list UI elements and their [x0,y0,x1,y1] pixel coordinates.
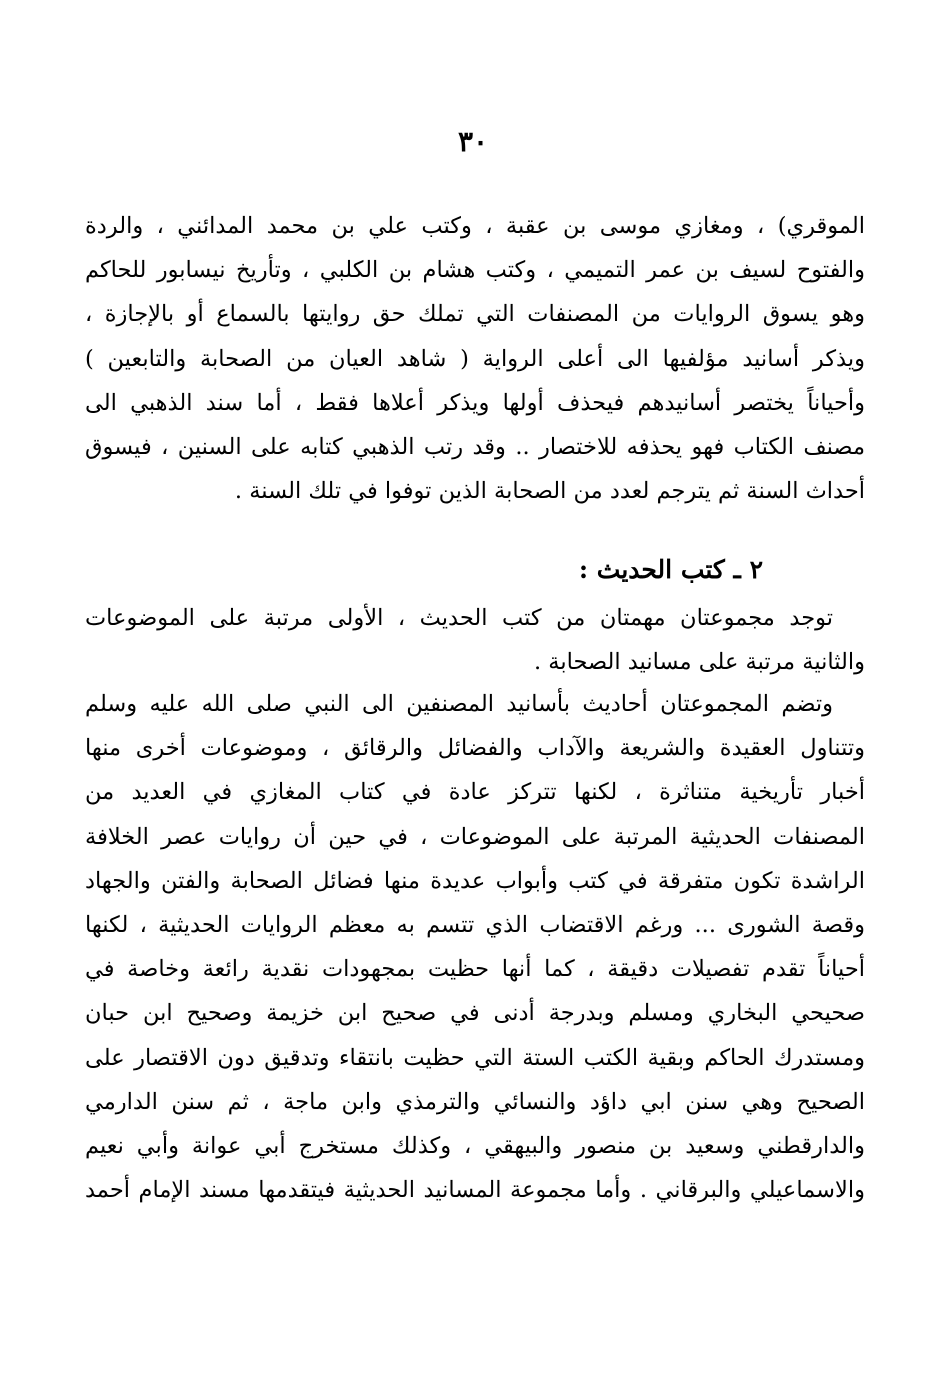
text-line: توجد مجموعتان مهمتان من كتب الحديث ، الأولى مرتبة على الموضوعات [85,605,833,631]
text-line: أحياناً تقدم تفصيلات دقيقة ، كما أنها حظيت بمجهودات نقدية رائعة وخاصة في [85,956,865,983]
text-line: وأحياناً يختصر أسانيدهم فيحذف أولها ويذكر أعلاها فقط ، أما سند الذهبي الى [85,389,865,416]
text-line: وتتناول العقيدة والشريعة والآداب والفضائل والرقائق ، وموضوعات أخرى منها [85,735,865,762]
paragraph-hadith-collections [85,596,865,684]
text-line: أحداث السنة ثم يترجم لعدد من الصحابة الذين توفوا في تلك السنة . [234,478,865,505]
section-heading: ٢ ـ كتب الحديث : [578,555,763,584]
text-line: الصحيح وهي سنن ابي داؤد والنسائي والترمذي وابن ماجة ، ثم سنن الدارمي [85,1088,865,1115]
text-line: والدارقطني وسعيد بن منصور والبيهقي ، وكذلك مستخرج أبي عوانة وأبي نعيم [85,1132,865,1159]
text-line: ويذكر أسانيد مؤلفيها الى أعلى الرواية ( شاهد العيان من الصحابة والتابعين ) [85,345,865,372]
text-line: الراشدة تكون متفرقة في كتب وأبواب عديدة منها فضائل الصحابة والفتن والجهاد [85,867,865,894]
text-line: وقصة الشورى ... ورغم الاقتضاب الذي تتسم به معظم الروايات الحديثية ، لكنها [85,911,865,938]
text-line: وتضم المجموعتان أحاديث بأسانيد المصنفين الى النبي صلى الله عليه وسلم [85,691,833,717]
text-line: أخبار تأريخية متناثرة ، لكنها تتركز عادة في كتاب المغازي في العديد من [85,779,865,806]
text-line: والفتوح لسيف بن عمر التميمي ، وكتب هشام بن الكلبي ، وتأريخ نيسابور للحاكم [85,257,865,284]
text-line: والاسماعيلي والبرقاني . وأما مجموعة المسانيد الحديثية فيتقدمها مسند الإمام أحمد [85,1177,865,1204]
text-line: ومستدرك الحاكم وبقية الكتب الستة التي حظيت بانتقاء وتدقيق دون الاقتصار على [85,1044,865,1071]
page-number: ٣٠ [457,125,489,158]
paragraph-hadith-contents [85,682,865,1212]
text-line: والثانية مرتبة على مسانيد الصحابة . [533,649,865,676]
paragraph-dhahabi-sources [85,204,865,513]
text-line: صحيحي البخاري ومسلم وبدرجة أدنى في صحيح ابن خزيمة وصحيح ابن حبان [85,1000,865,1027]
text-line: المصنفات الحديثية المرتبة على الموضوعات ، في حين أن روايات عصر الخلافة [85,823,865,850]
text-line: مصنف الكتاب فهو يحذفه للاختصار .. وقد رتب الذهبي كتابه على السنين ، فيسوق [85,433,865,460]
text-line: الموقري) ، ومغازي موسى بن عقبة ، وكتب علي بن محمد المدائني ، والردة [85,213,865,239]
text-line: وهو يسوق الروايات من المصنفات التي تملك حق روايتها بالسماع أو بالإجازة ، [85,301,865,328]
